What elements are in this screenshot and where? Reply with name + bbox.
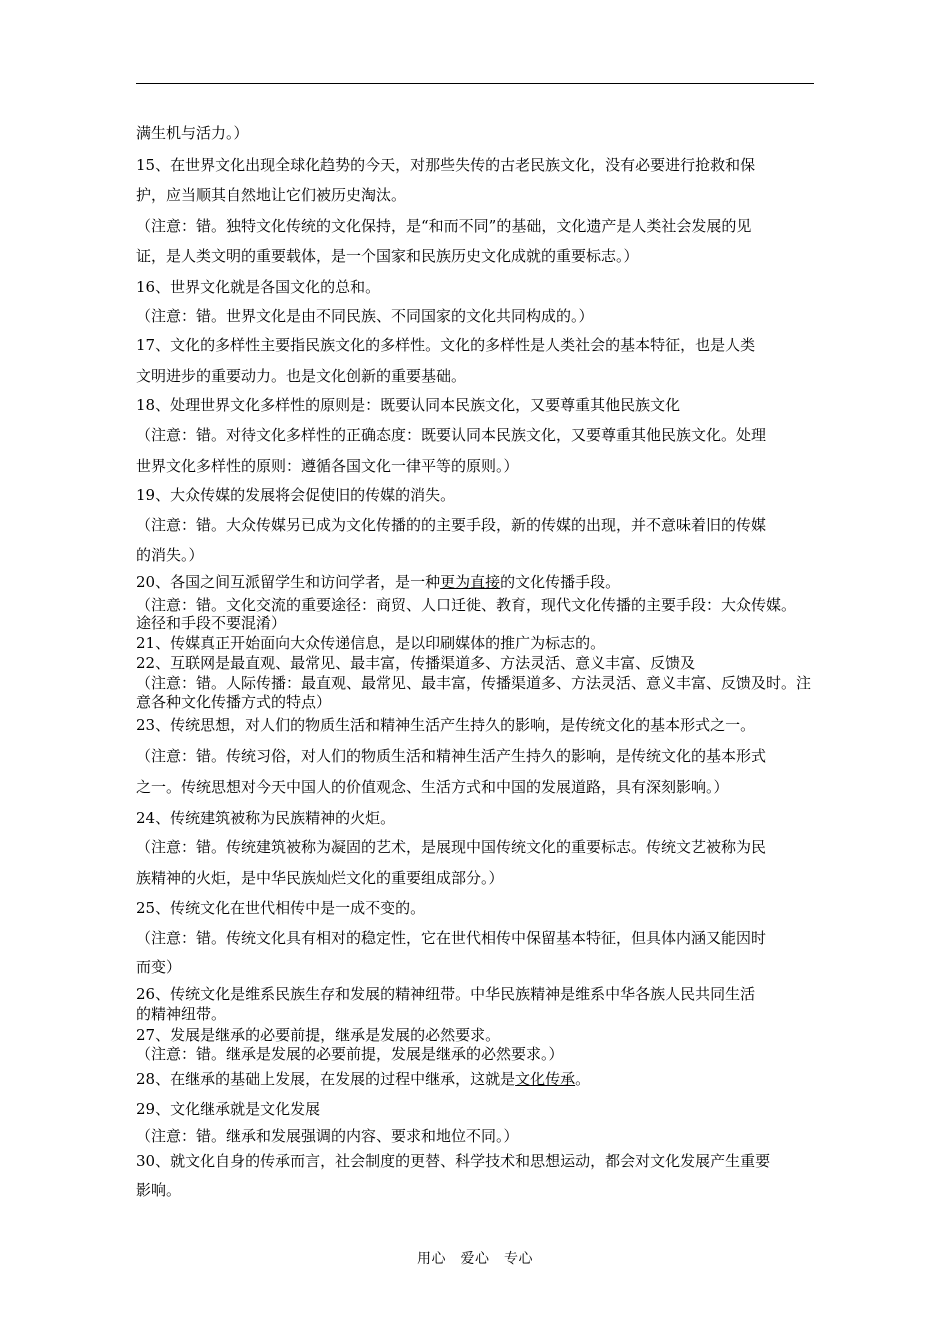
header-rule [136,83,814,84]
text-line: 29、文化继承就是文化发展 [136,1100,321,1118]
text-line: （注意：错。独特文化传统的文化保持，是“和而不同”的基础，文化遗产是人类社会发展的见 [136,217,752,235]
text-line: 18、处理世界文化多样性的原则是：既要认同本民族文化，又要尊重其他民族文化 [136,396,681,414]
text-line: 19、大众传媒的发展将会促使旧的传媒的消失。 [136,486,456,504]
text-line: 族精神的火炬，是中华民族灿烂文化的重要组成部分。） [136,869,504,887]
text-line: 27、发展是继承的必要前提，继承是发展的必然要求。 [136,1026,501,1044]
text-line: 文明进步的重要动力。也是文化创新的重要基础。 [136,367,467,385]
text-line: 17、文化的多样性主要指民族文化的多样性。文化的多样性是人类社会的基本特征，也是人类 [136,336,756,354]
text-line: 护，应当顺其自然地让它们被历史淘汰。 [136,186,407,204]
text-line: （注意：错。传统建筑被称为凝固的艺术，是展现中国传统文化的重要标志。传统文艺被称为民 [136,838,767,856]
text-line: 24、传统建筑被称为民族精神的火炬。 [136,809,396,827]
text-line: 意各种文化传播方式的特点） [136,693,332,711]
text-line: 途径和手段不要混淆） [136,614,287,632]
text-line: 之一。传统思想对今天中国人的价值观念、生活方式和中国的发展道路，具有深刻影响。） [136,778,729,796]
text-line: 的精神纽带。 [136,1005,227,1023]
text-line: （注意：错。文化交流的重要途径：商贸、人口迁徙、教育，现代文化传播的主要手段：大众传媒。 [136,596,797,614]
text-line: 满生机与活力。） [136,124,249,142]
text-line: 21、传媒真正开始面向大众传递信息，是以印刷媒体的推广为标志的。 [136,634,606,652]
text-line: 30、就文化自身的传承而言，社会制度的更替、科学技术和思想运动，都会对文化发展产生重要 [136,1152,771,1170]
text-line: 23、传统思想，对人们的物质生活和精神生活产生持久的影响，是传统文化的基本形式之一。 [136,716,756,734]
text-line: 世界文化多样性的原则：遵循各国文化一律平等的原则。） [136,457,519,475]
text-line: （注意：错。世界文化是由不同民族、不同国家的文化共同构成的。） [136,307,594,325]
text-line: 22、互联网是最直观、最常见、最丰富，传播渠道多、方法灵活、意义丰富、反馈及 [136,654,696,672]
text-line: （注意：错。传统文化具有相对的稳定性，它在世代相传中保留基本特征，但具体内涵又能因时 [136,929,767,947]
text-line: （注意：错。继承和发展强调的内容、要求和地位不同。） [136,1127,519,1145]
text-line: 16、世界文化就是各国文化的总和。 [136,278,381,296]
text-line: 28、在继承的基础上发展，在发展的过程中继承，这就是文化传承。 [136,1070,591,1088]
text-line: （注意：错。传统习俗，对人们的物质生活和精神生活产生持久的影响，是传统文化的基本形式 [136,747,767,765]
text-line: 证，是人类文明的重要载体，是一个国家和民族历史文化成就的重要标志。） [136,247,639,265]
text-line: 15、在世界文化出现全球化趋势的今天，对那些失传的古老民族文化，没有必要进行抢救和保 [136,156,756,174]
text-line: 20、各国之间互派留学生和访问学者，是一种更为直接的文化传播手段。 [136,573,621,591]
page-footer: 用心 爱心 专心 [417,1251,533,1267]
text-line: （注意：错。人际传播：最直观、最常见、最丰富，传播渠道多、方法灵活、意义丰富、反馈及时。注 [136,674,812,692]
text-line: 而变） [136,958,182,976]
text-line: 26、传统文化是维系民族生存和发展的精神纽带。中华民族精神是维系中华各族人民共同生活 [136,985,756,1003]
text-line: 25、传统文化在世代相传中是一成不变的。 [136,899,426,917]
text-line: （注意：错。大众传媒另已成为文化传播的的主要手段，新的传媒的出现，并不意味着旧的传媒 [136,516,767,534]
text-line: 影响。 [136,1181,182,1199]
text-line: （注意：错。对待文化多样性的正确态度：既要认同本民族文化，又要尊重其他民族文化。处理 [136,426,767,444]
text-line: 的消失。） [136,546,204,564]
text-line: （注意：错。继承是发展的必要前提，发展是继承的必然要求。） [136,1045,564,1063]
